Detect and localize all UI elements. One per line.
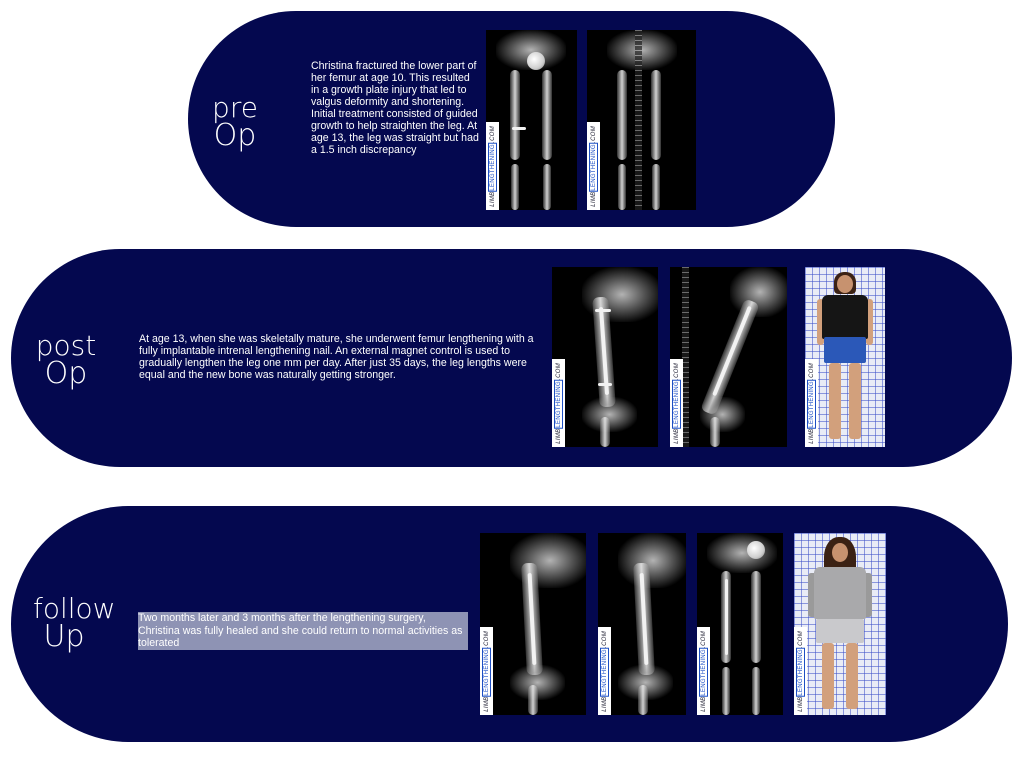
pre-op-xray-2	[587, 30, 696, 210]
follow-up-stage-label	[33, 592, 116, 654]
stage-label-line1: follow	[33, 592, 116, 625]
post-op-xray-1	[552, 267, 658, 447]
stage-label-line1: post	[35, 329, 97, 362]
post-op-stage-label	[32, 329, 100, 391]
post-op-xray-2	[670, 267, 787, 447]
stage-label-line2: Op	[213, 117, 257, 153]
watermark-text: LIMBLENGTHENING.COM	[555, 362, 562, 444]
watermark-text: LIMBLENGTHENING.COM	[590, 125, 597, 207]
watermark-text: LIMBLENGTHENING.COM	[483, 630, 490, 712]
watermark-text: LIMBLENGTHENING.COM	[797, 630, 804, 712]
watermark-text: LIMBLENGTHENING.COM	[700, 630, 707, 712]
post-op-patient-photo	[805, 267, 885, 447]
follow-up-xray-3	[697, 533, 783, 715]
follow-up-xray-2	[598, 533, 686, 715]
pre-op-stage-label	[205, 91, 265, 153]
stage-label-line2: Up	[43, 618, 85, 654]
follow-up-description: Two months later and 3 months after the lengthening surgery, Christina was fully healed and she could return to normal activities as tolerated	[138, 612, 468, 650]
pre-op-description: Christina fractured the lower part of her femur at age 10. This resulted in a growth plate injury that led to valgus deformity and shortening. Initial treatment consisted of guided growth to help straighten the leg. At age 13, the leg was straight but had a 1.5 inch discrepancy	[311, 60, 479, 156]
post-op-description: At age 13, when she was skeletally mature, she underwent femur lengthening with a fully implantable intrenal lengthening nail. An external magnet control is used to gradually lengthen the leg one mm per day. After just 35 days, the leg lengths were equal and the new bone was naturally getting stronger.	[139, 333, 534, 381]
stage-label-line2: Op	[44, 355, 88, 391]
pre-op-xray-1	[486, 30, 577, 210]
stage-label-line1: pre	[212, 91, 258, 124]
watermark-text: LIMBLENGTHENING.COM	[489, 125, 496, 207]
watermark-text: LIMBLENGTHENING.COM	[808, 362, 815, 444]
follow-up-patient-photo	[794, 533, 886, 715]
watermark-text: LIMBLENGTHENING.COM	[601, 630, 608, 712]
follow-up-xray-1	[480, 533, 586, 715]
watermark-text: LIMBLENGTHENING.COM	[673, 362, 680, 444]
